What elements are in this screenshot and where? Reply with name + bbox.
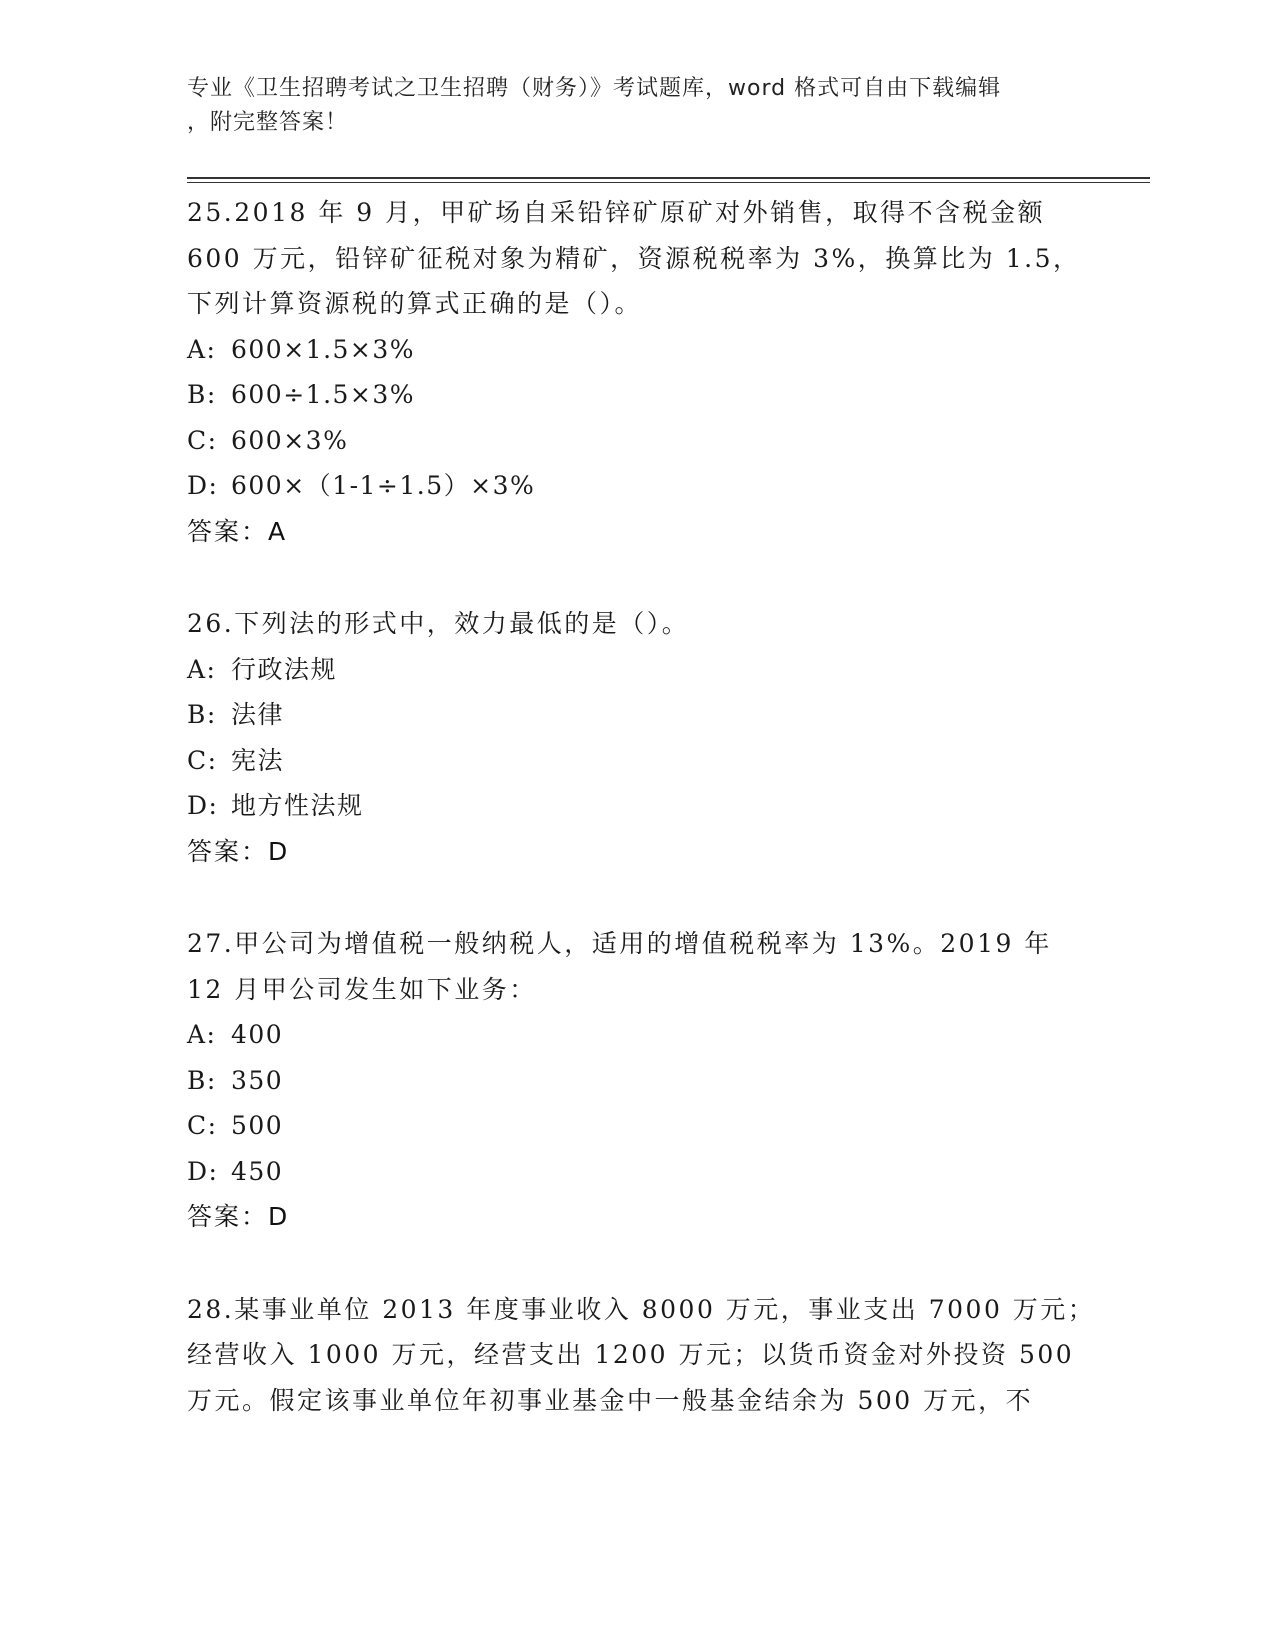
option-text: 600×3% [231, 425, 349, 455]
option-text: 法律 [231, 700, 285, 729]
option-b [187, 692, 1087, 738]
header-rule-thin [187, 182, 1150, 183]
option-c [187, 418, 1087, 464]
option-letter: A: [187, 334, 217, 364]
answer-line: 答案：D [187, 1202, 290, 1231]
option-text: 地方性法规 [231, 791, 364, 820]
question-text-line: 27.甲公司为增值税一般纳税人，适用的增值税税率为 13%。2019 年 [187, 929, 1052, 958]
option-letter: C: [187, 745, 218, 775]
question-list [187, 190, 1096, 1470]
answer-line: 答案：A [187, 516, 288, 546]
option-letter: D: [187, 1156, 219, 1186]
question-25 [187, 190, 1087, 554]
option-a [187, 1012, 1087, 1058]
option-text: 600×（1-1÷1.5）×3% [231, 471, 536, 500]
option-letter: A: [187, 1020, 217, 1049]
option-d [187, 463, 1087, 509]
option-letter: B: [187, 380, 217, 409]
option-text: 600÷1.5×3% [231, 380, 416, 409]
question-text-line: 600 万元，铅锌矿征税对象为精矿，资源税税率为 3%，换算比为 1.5， [187, 243, 1081, 273]
question-27 [187, 921, 1087, 1240]
option-d [187, 783, 1087, 829]
question-text-line: 26.下列法的形式中，效力最低的是（）。 [187, 609, 690, 638]
option-b [187, 372, 1087, 418]
header-line-2: ，附完整答案！ [187, 110, 349, 135]
question-text-line: 12 月甲公司发生如下业务： [187, 974, 537, 1004]
option-d [187, 1149, 1087, 1195]
option-letter: A: [187, 654, 217, 684]
question-text-line: 25.2018 年 9 月，甲矿场自采铅锌矿原矿对外销售，取得不含税金额 [187, 198, 1046, 227]
answer-line: 答案：D [187, 836, 290, 866]
option-a [187, 327, 1087, 373]
header-line-1: 专业《卫生招聘考试之卫生招聘（财务）》考试题库，word 格式可自由下载编辑 [187, 76, 1002, 101]
question-text-line: 经营收入 1000 万元，经营支出 1200 万元；以货币资金对外投资 500 [187, 1340, 1075, 1369]
option-letter: C: [187, 1111, 218, 1140]
question-26 [187, 601, 1087, 874]
option-text: 宪法 [231, 745, 285, 775]
option-c [187, 738, 1087, 784]
option-letter: B: [187, 700, 217, 729]
option-a [187, 647, 1087, 693]
page-header [187, 72, 1067, 140]
option-letter: D: [187, 471, 219, 500]
option-letter: D: [187, 791, 219, 820]
option-text: 450 [231, 1156, 284, 1186]
option-text: 500 [231, 1111, 284, 1140]
option-text: 行政法规 [231, 654, 338, 684]
question-28 [187, 1287, 1096, 1424]
option-text: 350 [231, 1065, 284, 1095]
option-text: 400 [231, 1020, 284, 1049]
question-text-line: 下列计算资源税的算式正确的是（）。 [187, 289, 643, 318]
question-text-line: 万元。假定该事业单位年初事业基金中一般基金结余为 500 万元，不 [187, 1385, 1034, 1415]
option-b [187, 1058, 1087, 1104]
option-c [187, 1103, 1087, 1149]
option-letter: C: [187, 425, 218, 455]
question-text-line: 28.某事业单位 2013 年度事业收入 8000 万元，事业支出 7000 万元； [187, 1294, 1096, 1324]
option-text: 600×1.5×3% [231, 334, 416, 364]
option-letter: B: [187, 1065, 217, 1095]
header-rule-thick [187, 177, 1150, 179]
